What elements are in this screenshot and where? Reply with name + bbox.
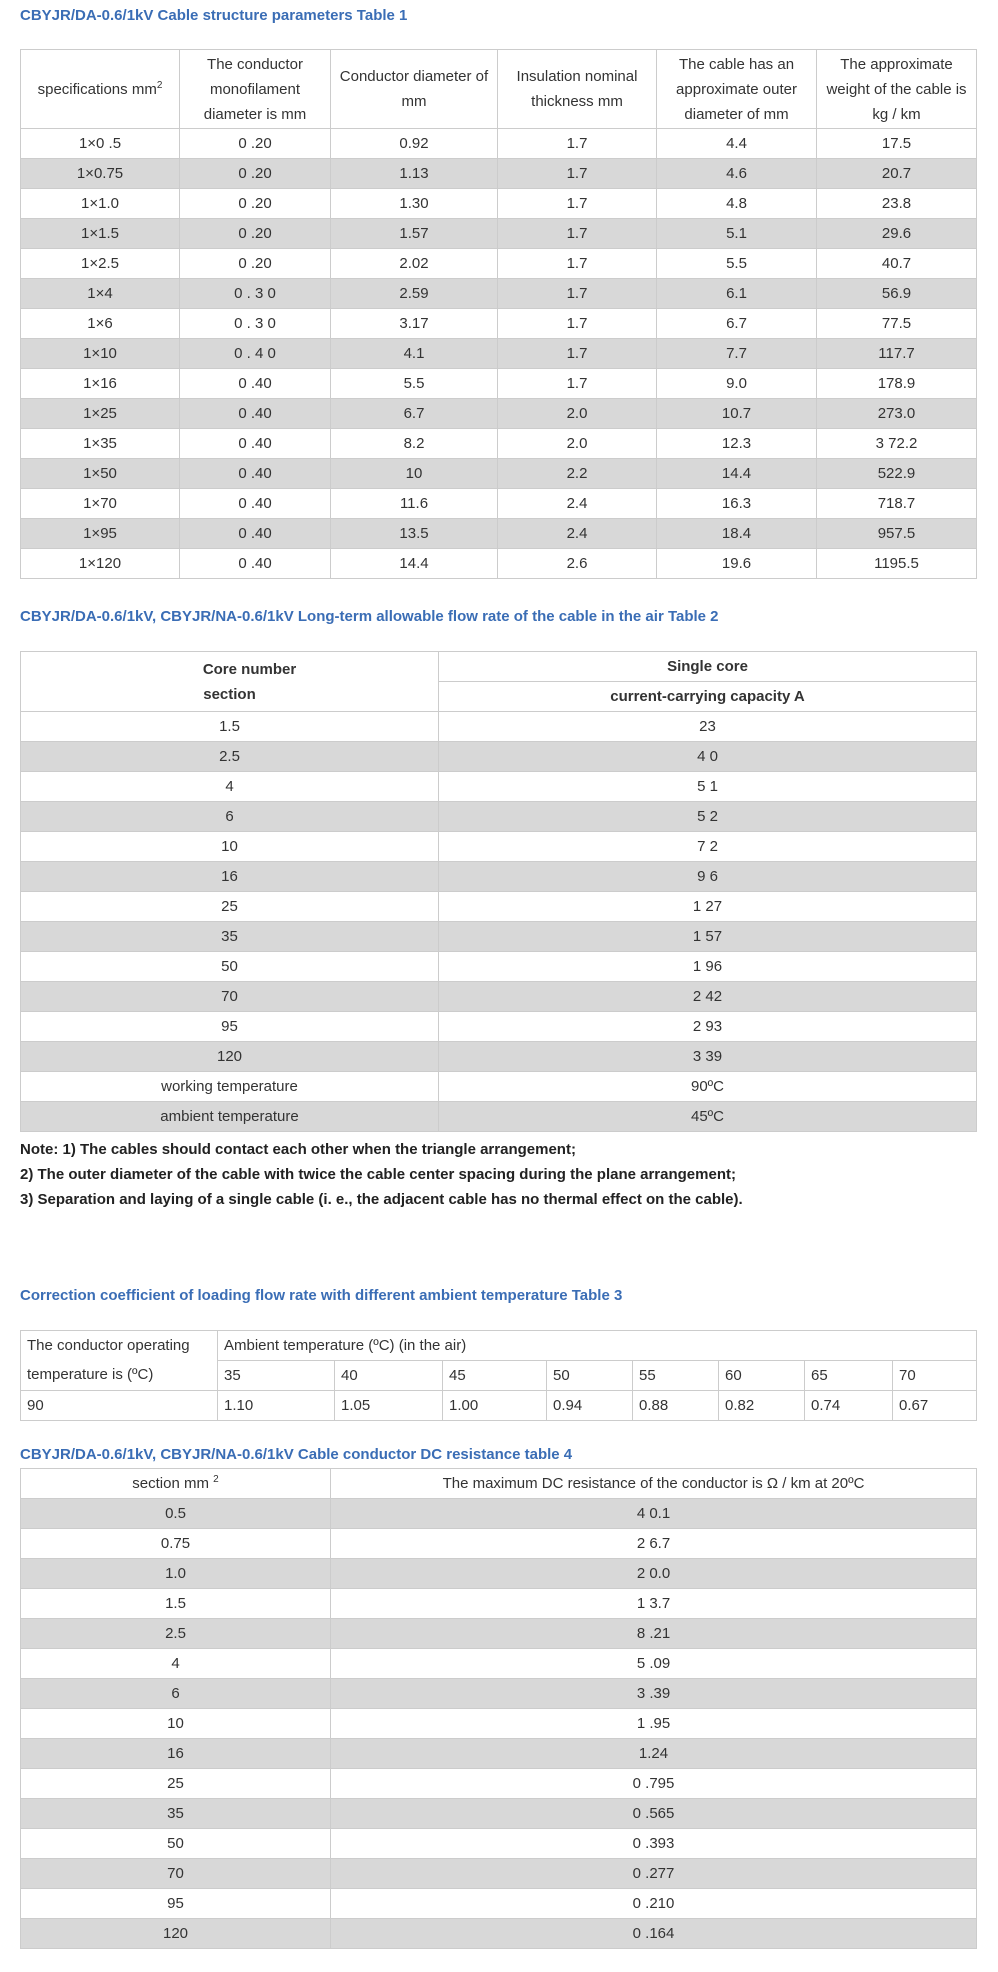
coefficient-cell: 0.74 bbox=[805, 1391, 893, 1421]
ambient-temp-cell: 50 bbox=[547, 1361, 633, 1391]
spec-cell: 1×2.5 bbox=[21, 249, 180, 279]
table4-header-row bbox=[21, 1469, 977, 1499]
monofilament-cell: 0 .20 bbox=[180, 159, 331, 189]
section-cell: 95 bbox=[21, 1889, 331, 1919]
insulation-cell: 1.7 bbox=[498, 159, 657, 189]
table-row bbox=[21, 832, 977, 862]
table-row bbox=[21, 1102, 977, 1132]
note-line: Note: 1) The cables should contact each other when the triangle arrangement; bbox=[20, 1141, 576, 1158]
table1-header-row bbox=[21, 50, 977, 129]
table-row bbox=[21, 279, 977, 309]
table-row bbox=[21, 1619, 977, 1649]
section-cell: 35 bbox=[21, 1799, 331, 1829]
conductor-diameter-cell: 3.17 bbox=[331, 309, 498, 339]
note-line: 2) The outer diameter of the cable with twice the cable center spacing during the plane arrangement; bbox=[20, 1166, 736, 1183]
weight-cell: 20.7 bbox=[817, 159, 977, 189]
table-row bbox=[21, 1829, 977, 1859]
outer-diameter-cell: 16.3 bbox=[657, 489, 817, 519]
monofilament-cell: 0 .20 bbox=[180, 249, 331, 279]
weight-cell: 718.7 bbox=[817, 489, 977, 519]
spec-cell: 1×1.0 bbox=[21, 189, 180, 219]
coefficient-cell: 1.00 bbox=[443, 1391, 547, 1421]
table1-header-insulation: Insulation nominal thickness mm bbox=[498, 50, 657, 129]
table1-header-monofilament: The conductor monofilament diameter is mm bbox=[180, 50, 331, 129]
table-row bbox=[21, 772, 977, 802]
weight-cell: 117.7 bbox=[817, 339, 977, 369]
coefficient-cell: 0.67 bbox=[893, 1391, 977, 1421]
weight-cell: 522.9 bbox=[817, 459, 977, 489]
outer-diameter-cell: 4.6 bbox=[657, 159, 817, 189]
table-row bbox=[21, 802, 977, 832]
section-cell: 2.5 bbox=[21, 742, 439, 772]
outer-diameter-cell: 10.7 bbox=[657, 399, 817, 429]
resistance-cell: 8 .21 bbox=[331, 1619, 977, 1649]
monofilament-cell: 0 .20 bbox=[180, 219, 331, 249]
monofilament-cell: 0 . 4 0 bbox=[180, 339, 331, 369]
table4-header-resistance: The maximum DC resistance of the conductor is Ω / km at 20ºC bbox=[331, 1469, 977, 1499]
section-cell: 4 bbox=[21, 772, 439, 802]
ambient-temp-cell: 40 bbox=[335, 1361, 443, 1391]
insulation-cell: 1.7 bbox=[498, 279, 657, 309]
capacity-cell: 1 96 bbox=[439, 952, 977, 982]
table-row bbox=[21, 189, 977, 219]
section-cell: ambient temperature bbox=[21, 1102, 439, 1132]
conductor-diameter-cell: 13.5 bbox=[331, 519, 498, 549]
section-cell: 120 bbox=[21, 1919, 331, 1949]
table-row bbox=[21, 129, 977, 159]
insulation-cell: 2.6 bbox=[498, 549, 657, 579]
flow-rate-table bbox=[20, 651, 977, 1132]
table-row bbox=[21, 742, 977, 772]
section-cell: 16 bbox=[21, 862, 439, 892]
table1-header-outer-diameter: The cable has an approximate outer diameter of mm bbox=[657, 50, 817, 129]
weight-cell: 77.5 bbox=[817, 309, 977, 339]
coefficient-cell: 1.10 bbox=[218, 1391, 335, 1421]
table-row bbox=[21, 922, 977, 952]
table-row bbox=[21, 489, 977, 519]
section-cell: 50 bbox=[21, 952, 439, 982]
spec-cell: 1×4 bbox=[21, 279, 180, 309]
conductor-diameter-cell: 5.5 bbox=[331, 369, 498, 399]
insulation-cell: 1.7 bbox=[498, 189, 657, 219]
coefficient-cell: 0.88 bbox=[633, 1391, 719, 1421]
section-cell: 1.0 bbox=[21, 1559, 331, 1589]
outer-diameter-cell: 6.7 bbox=[657, 309, 817, 339]
resistance-cell: 4 0.1 bbox=[331, 1499, 977, 1529]
outer-diameter-cell: 5.1 bbox=[657, 219, 817, 249]
monofilament-cell: 0 .40 bbox=[180, 459, 331, 489]
monofilament-cell: 0 .40 bbox=[180, 429, 331, 459]
resistance-cell: 1 3.7 bbox=[331, 1589, 977, 1619]
table-row bbox=[21, 219, 977, 249]
capacity-cell: 90ºC bbox=[439, 1072, 977, 1102]
weight-cell: 273.0 bbox=[817, 399, 977, 429]
table2-body bbox=[21, 712, 977, 1132]
capacity-cell: 2 42 bbox=[439, 982, 977, 1012]
resistance-cell: 3 .39 bbox=[331, 1679, 977, 1709]
capacity-cell: 2 93 bbox=[439, 1012, 977, 1042]
outer-diameter-cell: 12.3 bbox=[657, 429, 817, 459]
spec-cell: 1×70 bbox=[21, 489, 180, 519]
outer-diameter-cell: 9.0 bbox=[657, 369, 817, 399]
table-row bbox=[21, 1649, 977, 1679]
monofilament-cell: 0 .40 bbox=[180, 519, 331, 549]
outer-diameter-cell: 7.7 bbox=[657, 339, 817, 369]
section-cell: 1.5 bbox=[21, 1589, 331, 1619]
spec-cell: 1×95 bbox=[21, 519, 180, 549]
weight-cell: 40.7 bbox=[817, 249, 977, 279]
resistance-cell: 0 .210 bbox=[331, 1889, 977, 1919]
monofilament-cell: 0 .40 bbox=[180, 549, 331, 579]
capacity-cell: 5 1 bbox=[439, 772, 977, 802]
weight-cell: 23.8 bbox=[817, 189, 977, 219]
section-cell: 6 bbox=[21, 1679, 331, 1709]
outer-diameter-cell: 4.8 bbox=[657, 189, 817, 219]
ambient-temp-cell: 45 bbox=[443, 1361, 547, 1391]
table-row bbox=[21, 1042, 977, 1072]
capacity-cell: 7 2 bbox=[439, 832, 977, 862]
spec-cell: 1×50 bbox=[21, 459, 180, 489]
table-row bbox=[21, 309, 977, 339]
table-row bbox=[21, 1679, 977, 1709]
conductor-diameter-cell: 0.92 bbox=[331, 129, 498, 159]
table3-operating-value: 90 bbox=[21, 1391, 218, 1421]
table-row bbox=[21, 429, 977, 459]
table2-header-section: section bbox=[203, 685, 256, 703]
conductor-diameter-cell: 8.2 bbox=[331, 429, 498, 459]
table-row bbox=[21, 249, 977, 279]
table-row bbox=[21, 862, 977, 892]
section-cell: 70 bbox=[21, 982, 439, 1012]
insulation-cell: 2.2 bbox=[498, 459, 657, 489]
table2-header-row bbox=[21, 652, 977, 682]
monofilament-cell: 0 .40 bbox=[180, 369, 331, 399]
section-cell: 0.75 bbox=[21, 1529, 331, 1559]
cable-structure-table bbox=[20, 49, 977, 579]
section-cell: 25 bbox=[21, 892, 439, 922]
table3-header-row bbox=[21, 1331, 977, 1361]
weight-cell: 56.9 bbox=[817, 279, 977, 309]
table-row bbox=[21, 519, 977, 549]
table3-ambient-temp-header: Ambient temperature (ºC) (in the air) bbox=[218, 1331, 977, 1361]
resistance-cell: 5 .09 bbox=[331, 1649, 977, 1679]
insulation-cell: 1.7 bbox=[498, 339, 657, 369]
table4-title: CBYJR/DA-0.6/1kV, CBYJR/NA-0.6/1kV Cable conductor DC resistance table 4 bbox=[20, 1446, 573, 1463]
table4-header-section: section mm $^2$ bbox=[21, 1469, 331, 1499]
outer-diameter-cell: 6.1 bbox=[657, 279, 817, 309]
correction-coefficient-table bbox=[20, 1330, 977, 1421]
insulation-cell: 2.0 bbox=[498, 399, 657, 429]
conductor-diameter-cell: 4.1 bbox=[331, 339, 498, 369]
spec-cell: 1×35 bbox=[21, 429, 180, 459]
conductor-diameter-cell: 2.59 bbox=[331, 279, 498, 309]
coefficient-cell: 0.94 bbox=[547, 1391, 633, 1421]
note-line: 3) Separation and laying of a single cable (i. e., the adjacent cable has no thermal effect on the cable). bbox=[20, 1191, 743, 1208]
resistance-cell: 0 .795 bbox=[331, 1769, 977, 1799]
table-row bbox=[21, 1859, 977, 1889]
weight-cell: 1195.5 bbox=[817, 549, 977, 579]
table-row bbox=[21, 549, 977, 579]
table-row bbox=[21, 159, 977, 189]
weight-cell: 17.5 bbox=[817, 129, 977, 159]
conductor-diameter-cell: 11.6 bbox=[331, 489, 498, 519]
resistance-cell: 2 6.7 bbox=[331, 1529, 977, 1559]
outer-diameter-cell: 19.6 bbox=[657, 549, 817, 579]
table-row bbox=[21, 1529, 977, 1559]
insulation-cell: 1.7 bbox=[498, 129, 657, 159]
insulation-cell: 1.7 bbox=[498, 219, 657, 249]
section-cell: 16 bbox=[21, 1739, 331, 1769]
spec-cell: 1×1.5 bbox=[21, 219, 180, 249]
table1-header-conductor-diameter: Conductor diameter of mm bbox=[331, 50, 498, 129]
section-cell: working temperature bbox=[21, 1072, 439, 1102]
table4-body bbox=[21, 1499, 977, 1949]
table-row bbox=[21, 982, 977, 1012]
spec-cell: 1×10 bbox=[21, 339, 180, 369]
insulation-cell: 1.7 bbox=[498, 369, 657, 399]
capacity-cell: 23 bbox=[439, 712, 977, 742]
section-cell: 4 bbox=[21, 1649, 331, 1679]
monofilament-cell: 0 .40 bbox=[180, 399, 331, 429]
spec-cell: 1×16 bbox=[21, 369, 180, 399]
resistance-cell: 0 .393 bbox=[331, 1829, 977, 1859]
weight-cell: 178.9 bbox=[817, 369, 977, 399]
monofilament-cell: 0 . 3 0 bbox=[180, 309, 331, 339]
section-cell: 95 bbox=[21, 1012, 439, 1042]
weight-cell: 957.5 bbox=[817, 519, 977, 549]
table-row bbox=[21, 1012, 977, 1042]
capacity-cell: 5 2 bbox=[439, 802, 977, 832]
table1-body bbox=[21, 129, 977, 579]
ambient-temp-cell: 65 bbox=[805, 1361, 893, 1391]
monofilament-cell: 0 .20 bbox=[180, 189, 331, 219]
table-row bbox=[21, 1919, 977, 1949]
resistance-cell: 0 .565 bbox=[331, 1799, 977, 1829]
resistance-cell: 1.24 bbox=[331, 1739, 977, 1769]
conductor-diameter-cell: 6.7 bbox=[331, 399, 498, 429]
table3-operating-temp-header: The conductor operating temperature is (ºC) bbox=[21, 1331, 218, 1391]
spec-cell: 1×0 .5 bbox=[21, 129, 180, 159]
table-row bbox=[21, 1499, 977, 1529]
outer-diameter-cell: 4.4 bbox=[657, 129, 817, 159]
section-cell: 2.5 bbox=[21, 1619, 331, 1649]
section-cell: 6 bbox=[21, 802, 439, 832]
ambient-temp-cell: 60 bbox=[719, 1361, 805, 1391]
table-row bbox=[21, 1559, 977, 1589]
ambient-temp-cell: 55 bbox=[633, 1361, 719, 1391]
insulation-cell: 1.7 bbox=[498, 309, 657, 339]
table-row bbox=[21, 1589, 977, 1619]
table-row bbox=[21, 339, 977, 369]
section-cell: 25 bbox=[21, 1769, 331, 1799]
table2-header-core-section bbox=[21, 652, 439, 712]
table2-header-core-number: Core number bbox=[202, 660, 297, 678]
weight-cell: 3 72.2 bbox=[817, 429, 977, 459]
conductor-diameter-cell: 14.4 bbox=[331, 549, 498, 579]
capacity-cell: 1 27 bbox=[439, 892, 977, 922]
table2-header-capacity: current-carrying capacity A bbox=[439, 682, 977, 712]
section-cell: 10 bbox=[21, 832, 439, 862]
coefficient-cell: 0.82 bbox=[719, 1391, 805, 1421]
monofilament-cell: 0 .40 bbox=[180, 489, 331, 519]
conductor-diameter-cell: 1.57 bbox=[331, 219, 498, 249]
table1-title: CBYJR/DA-0.6/1kV Cable structure parameters Table 1 bbox=[20, 7, 408, 24]
resistance-cell: 0 .164 bbox=[331, 1919, 977, 1949]
outer-diameter-cell: 5.5 bbox=[657, 249, 817, 279]
resistance-cell: 1 .95 bbox=[331, 1709, 977, 1739]
table-row bbox=[21, 1739, 977, 1769]
section-cell: 0.5 bbox=[21, 1499, 331, 1529]
section-cell: 35 bbox=[21, 922, 439, 952]
capacity-cell: 9 6 bbox=[439, 862, 977, 892]
table3-title: Correction coefficient of loading flow rate with different ambient temperature Table 3 bbox=[20, 1287, 623, 1304]
table-row bbox=[21, 712, 977, 742]
monofilament-cell: 0 .20 bbox=[180, 129, 331, 159]
conductor-diameter-cell: 1.30 bbox=[331, 189, 498, 219]
table-row bbox=[21, 1799, 977, 1829]
capacity-cell: 4 0 bbox=[439, 742, 977, 772]
table-row bbox=[21, 1769, 977, 1799]
conductor-diameter-cell: 10 bbox=[331, 459, 498, 489]
outer-diameter-cell: 18.4 bbox=[657, 519, 817, 549]
table1-header-specifications: specifications $mm^2$ bbox=[21, 50, 180, 129]
table1-header-weight: The approximate weight of the cable is kg / km bbox=[817, 50, 977, 129]
table-row bbox=[21, 399, 977, 429]
weight-cell: 29.6 bbox=[817, 219, 977, 249]
section-cell: 50 bbox=[21, 1829, 331, 1859]
conductor-diameter-cell: 1.13 bbox=[331, 159, 498, 189]
table-row bbox=[21, 952, 977, 982]
insulation-cell: 2.4 bbox=[498, 489, 657, 519]
table2-header-single-core: Single core bbox=[439, 652, 977, 682]
resistance-cell: 2 0.0 bbox=[331, 1559, 977, 1589]
capacity-cell: 3 39 bbox=[439, 1042, 977, 1072]
section-cell: 120 bbox=[21, 1042, 439, 1072]
ambient-temp-cell: 70 bbox=[893, 1361, 977, 1391]
table-row bbox=[21, 1709, 977, 1739]
spec-cell: 1×25 bbox=[21, 399, 180, 429]
table-row bbox=[21, 1889, 977, 1919]
ambient-temp-cell: 35 bbox=[218, 1361, 335, 1391]
section-cell: 10 bbox=[21, 1709, 331, 1739]
insulation-cell: 2.4 bbox=[498, 519, 657, 549]
table-row bbox=[21, 1072, 977, 1102]
monofilament-cell: 0 . 3 0 bbox=[180, 279, 331, 309]
table3-coefficient-row bbox=[21, 1391, 977, 1421]
spec-cell: 1×120 bbox=[21, 549, 180, 579]
capacity-cell: 1 57 bbox=[439, 922, 977, 952]
resistance-cell: 0 .277 bbox=[331, 1859, 977, 1889]
conductor-diameter-cell: 2.02 bbox=[331, 249, 498, 279]
capacity-cell: 45ºC bbox=[439, 1102, 977, 1132]
coefficient-cell: 1.05 bbox=[335, 1391, 443, 1421]
table2-notes bbox=[20, 1137, 743, 1212]
section-cell: 70 bbox=[21, 1859, 331, 1889]
spec-cell: 1×0.75 bbox=[21, 159, 180, 189]
outer-diameter-cell: 14.4 bbox=[657, 459, 817, 489]
section-cell: 1.5 bbox=[21, 712, 439, 742]
table2-title: CBYJR/DA-0.6/1kV, CBYJR/NA-0.6/1kV Long-term allowable flow rate of the cable in the air Table 2 bbox=[20, 608, 719, 625]
insulation-cell: 1.7 bbox=[498, 249, 657, 279]
table-row bbox=[21, 459, 977, 489]
table-row bbox=[21, 892, 977, 922]
spec-cell: 1×6 bbox=[21, 309, 180, 339]
insulation-cell: 2.0 bbox=[498, 429, 657, 459]
dc-resistance-table bbox=[20, 1468, 977, 1949]
table-row bbox=[21, 369, 977, 399]
